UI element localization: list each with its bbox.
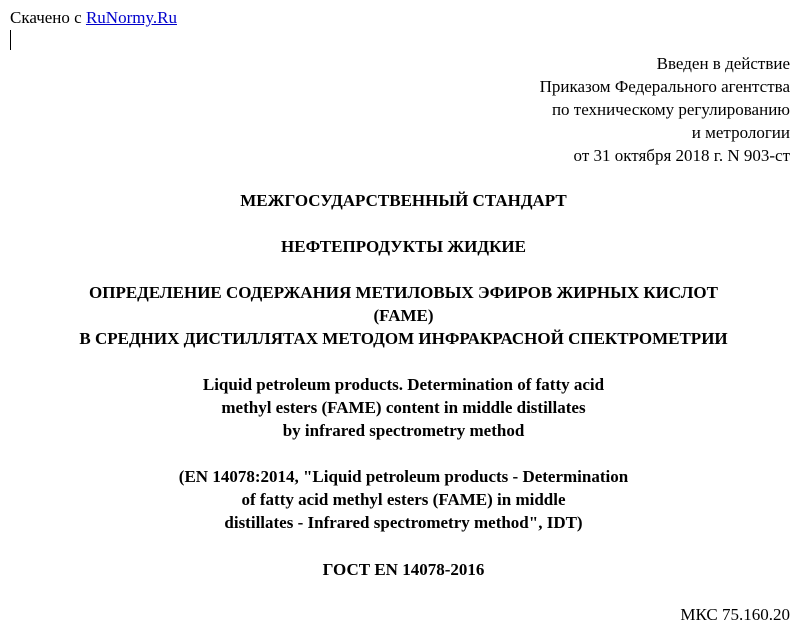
intro-line: Приказом Федерального агентства	[539, 77, 790, 96]
source-prefix: Скачено с	[10, 8, 86, 27]
english-title-line: by infrared spectrometry method	[282, 421, 525, 440]
intro-line: Введен в действие	[656, 54, 790, 73]
text-cursor	[10, 30, 11, 50]
en-reference-line: of fatty acid methyl esters (FAME) in middle	[241, 490, 566, 509]
title-line: ОПРЕДЕЛЕНИЕ СОДЕРЖАНИЯ МЕТИЛОВЫХ ЭФИРОВ ЖИРНЫХ КИСЛОТ	[89, 283, 718, 302]
subject: НЕФТЕПРОДУКТЫ ЖИДКИЕ	[281, 237, 526, 256]
english-title-line: methyl esters (FAME) content in middle distillates	[221, 398, 586, 417]
subject-heading	[0, 235, 807, 258]
gost-number: ГОСТ EN 14078-2016	[322, 560, 485, 579]
title-line: В СРЕДНИХ ДИСТИЛЛЯТАХ МЕТОДОМ ИНФРАКРАСНОЙ СПЕКТРОМЕТРИИ	[79, 329, 728, 348]
intro-block	[540, 52, 790, 167]
english-title-line: Liquid petroleum products. Determination of fatty acid	[202, 375, 605, 394]
source-link[interactable]: RuNormy.Ru	[85, 8, 177, 27]
document-title	[0, 281, 807, 350]
english-title	[0, 373, 807, 442]
en-reference-line: distillates - Infrared spectrometry method", IDT)	[224, 513, 583, 532]
intro-line: и метрологии	[691, 123, 790, 142]
en-reference	[0, 465, 807, 534]
intro-line: по техническому регулированию	[551, 100, 790, 119]
standard-type-heading	[0, 189, 807, 212]
title-line: (FAME)	[373, 306, 434, 325]
source-line	[10, 6, 177, 29]
standard-type: МЕЖГОСУДАРСТВЕННЫЙ СТАНДАРТ	[240, 191, 567, 210]
intro-line: от 31 октября 2018 г. N 903-ст	[573, 146, 790, 165]
gost-number-heading	[0, 558, 807, 581]
en-reference-line: (EN 14078:2014, "Liquid petroleum products - Determination	[178, 467, 629, 486]
mks-code: МКС 75.160.20	[680, 605, 790, 624]
